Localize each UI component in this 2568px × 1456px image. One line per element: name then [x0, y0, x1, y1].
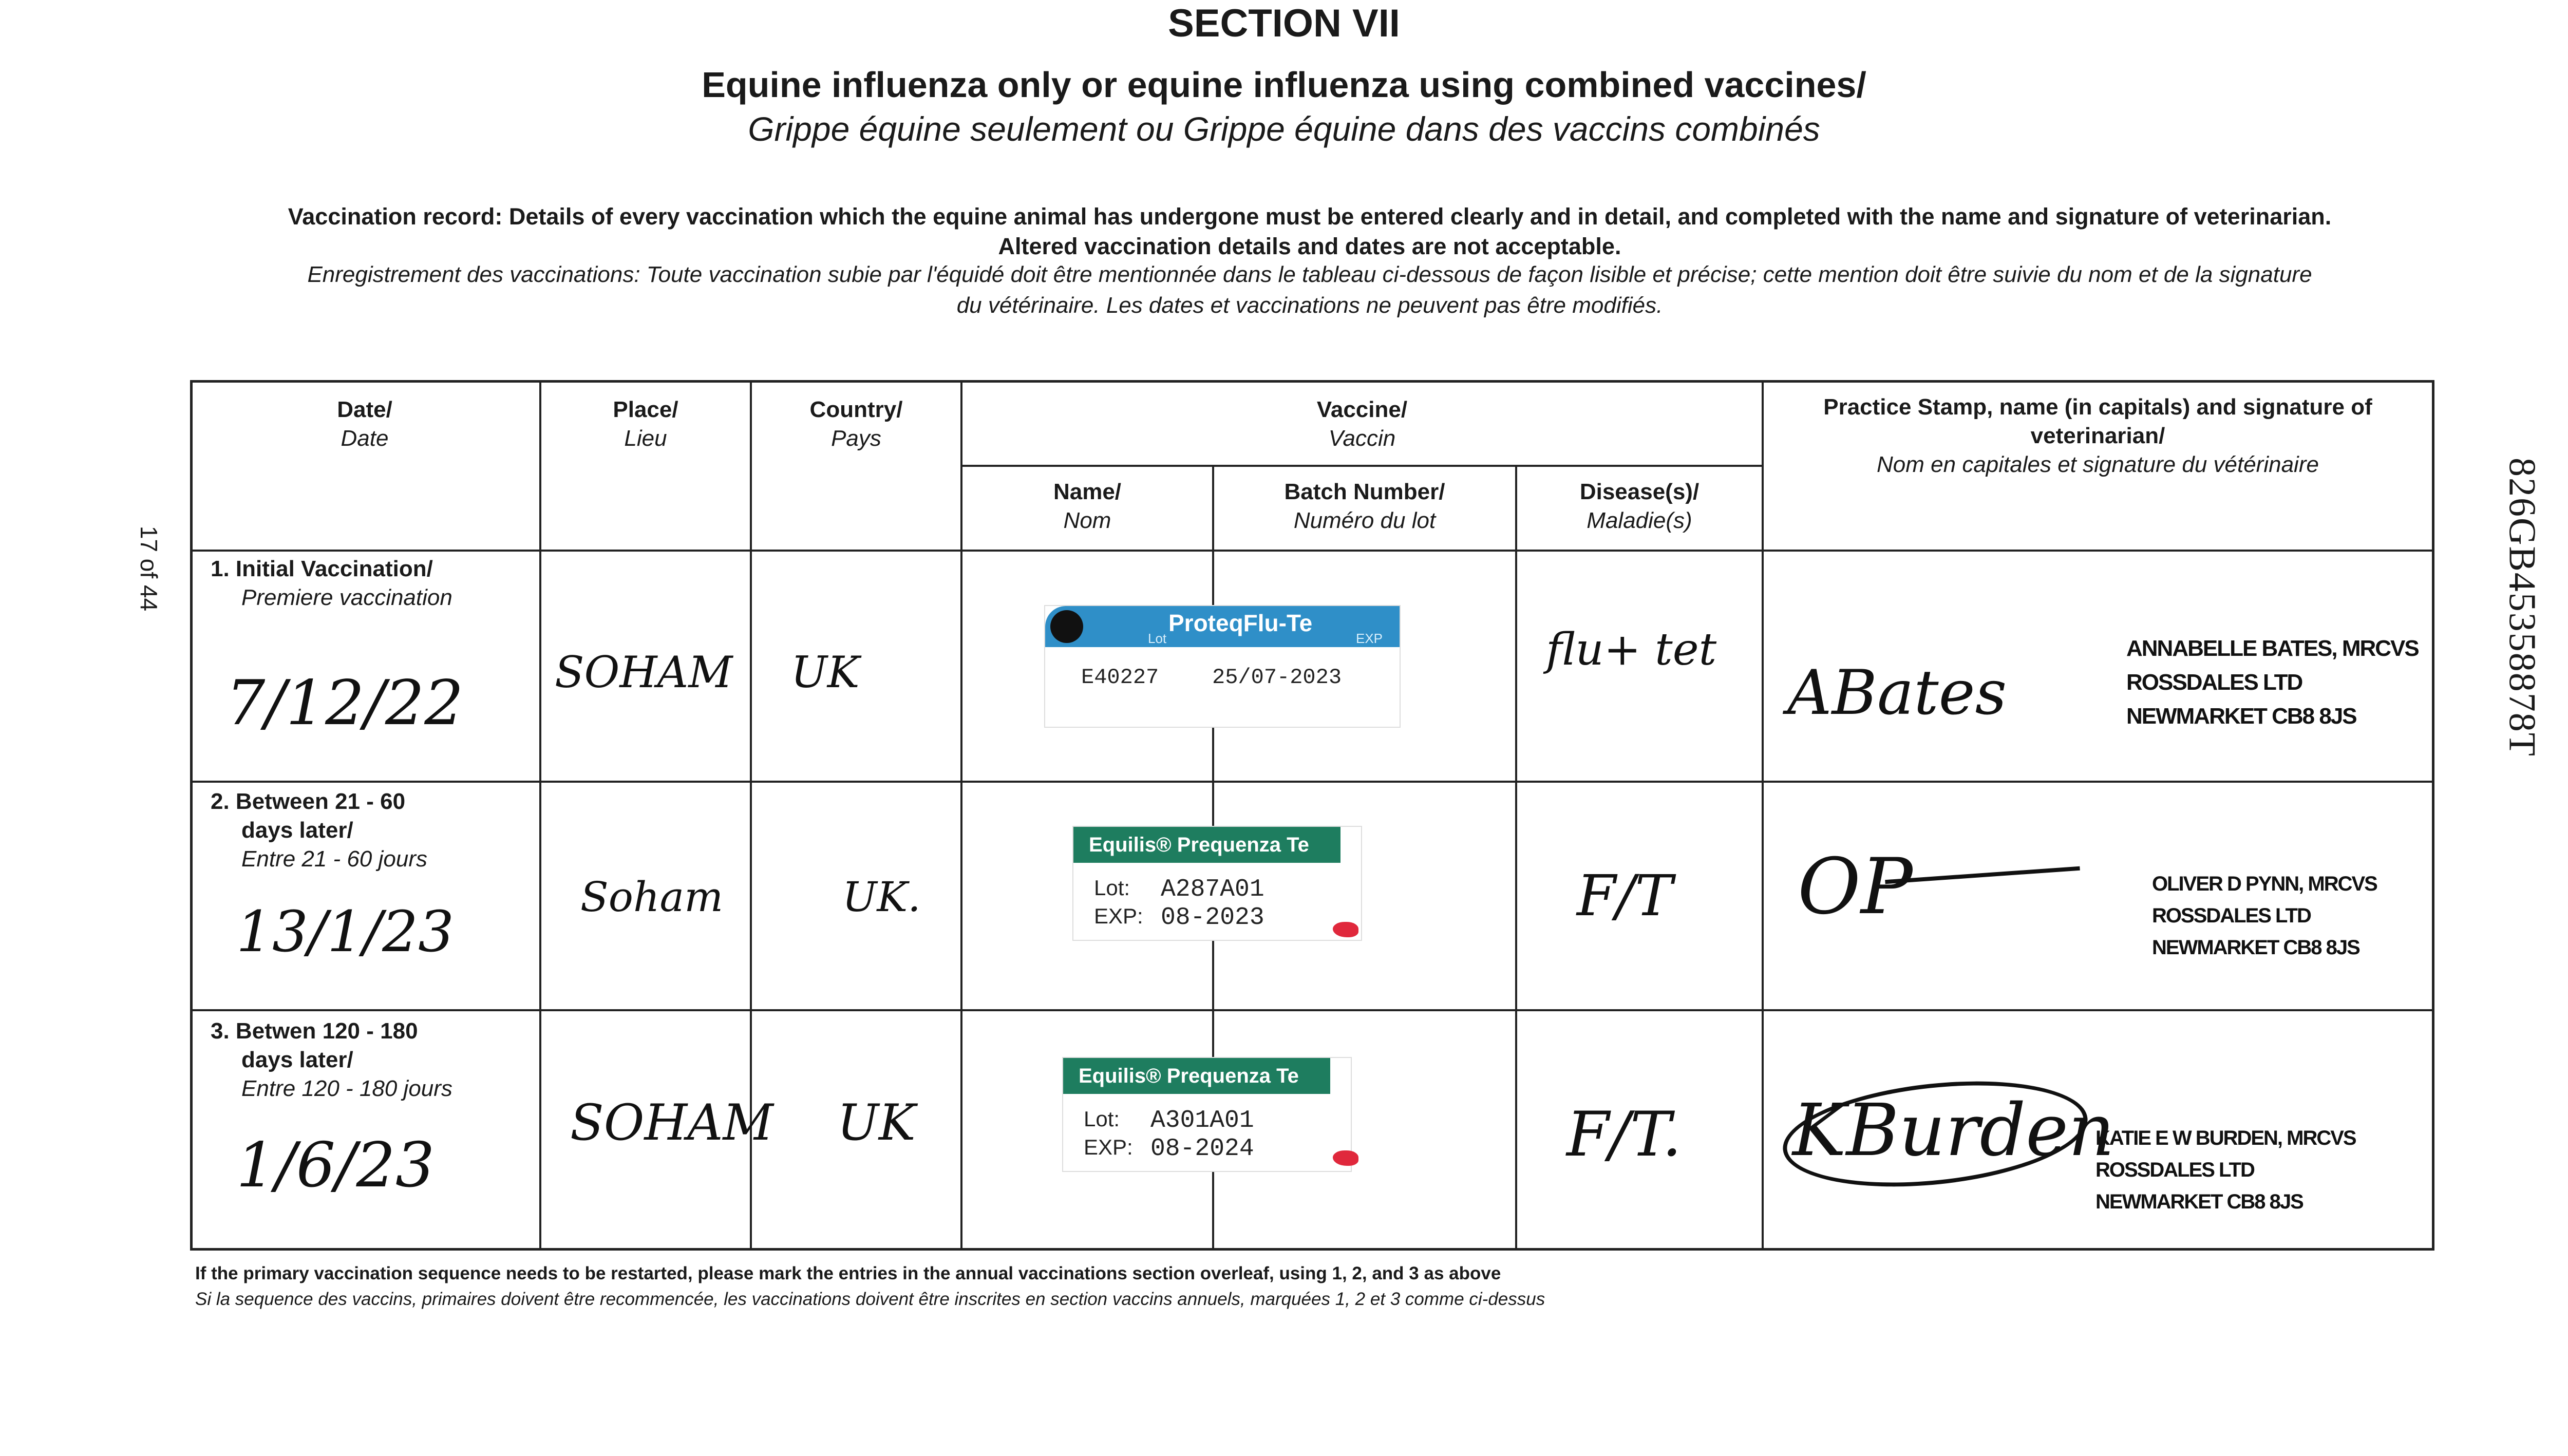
header-place-fr: Lieu — [624, 426, 667, 451]
row-3-lot: A301A01 — [1150, 1107, 1254, 1134]
row-2-signature-stroke-icon — [1885, 866, 2080, 884]
row-1-place: SOHAM — [555, 647, 733, 697]
row-2-stamp-line-2: ROSSDALES LTD — [2152, 904, 2311, 927]
header-place-en: Place/ — [613, 397, 678, 422]
header-disease-en: Disease(s)/ — [1579, 479, 1700, 504]
title-french: Grippe équine seulement ou Grippe équine dans des vaccins combinés — [748, 110, 1820, 148]
row-2-label-en-1: 2. Between 21 - 60 — [211, 789, 406, 814]
header-vet-fr: Nom en capitales et signature du vétérinaire — [1877, 452, 2319, 477]
row-2-lot-label: Lot: — [1094, 876, 1130, 900]
header-vaccine — [962, 395, 1762, 453]
row-3-stamp-line-3: NEWMARKET CB8 8JS — [2095, 1190, 2303, 1213]
row-3-place: SOHAM — [570, 1094, 773, 1151]
row-1-proteq-logo-icon — [1050, 610, 1083, 643]
row-2-disease: F/T — [1577, 863, 1673, 929]
row-3-stamp-line-2: ROSSDALES LTD — [2095, 1159, 2254, 1181]
row-3-disease: F/T. — [1566, 1099, 1682, 1170]
row-1-stamp-line-1: ANNABELLE BATES, MRCVS — [2126, 636, 2419, 661]
header-vet-en-1: Practice Stamp, name (in capitals) and signature of — [1823, 394, 2372, 420]
record-fr-line-2: du vétérinaire. Les dates et vaccinations ne peuvent pas être modifiés. — [956, 293, 1663, 318]
row-2-signature: OP — [1798, 842, 1913, 932]
row-1-exp: 25/07-2023 — [1212, 665, 1342, 690]
header-date — [190, 395, 539, 453]
row-1-stamp-line-2: ROSSDALES LTD — [2126, 670, 2302, 695]
row-1-stamp-line-3: NEWMARKET CB8 8JS — [2126, 704, 2356, 729]
row-1-label-fr: Premiere vaccination — [241, 585, 452, 610]
row-3-label — [211, 1017, 452, 1103]
row-3-red-mark-icon — [1333, 1150, 1358, 1166]
header-country-en: Country/ — [809, 397, 903, 422]
table-border-right — [2432, 380, 2434, 1251]
header-name-en: Name/ — [1053, 479, 1122, 504]
header-place — [541, 395, 750, 453]
row-1-exp-label: EXP — [1356, 631, 1383, 646]
row-divider-header — [190, 550, 2434, 552]
row-1-disease: flu+ tet — [1546, 624, 1717, 675]
header-country — [752, 395, 960, 453]
row-1-label — [211, 555, 452, 612]
row-1-label-en: 1. Initial Vaccination/ — [211, 556, 433, 581]
row-2-exp: 08-2023 — [1161, 904, 1264, 932]
row-divider-1 — [190, 781, 2434, 783]
row-1-practice-stamp — [2126, 632, 2419, 733]
row-1-country: UK — [791, 647, 860, 697]
header-date-fr: Date — [341, 426, 389, 451]
row-divider-2 — [190, 1009, 2434, 1011]
row-3-signature: KBurden — [1792, 1089, 2115, 1173]
row-3-label-en-2: days later/ — [241, 1047, 353, 1072]
record-en-line-1: Vaccination record: Details of every vaccination which the equine animal has undergone must be entered clearly and in detail, and completed with the name and signature of veterinarian. — [288, 203, 2332, 230]
header-batch-en: Batch Number/ — [1284, 479, 1445, 504]
footer-note-french: Si la sequence des vaccins, primaires doivent être recommencée, les vaccinations doivent être inscrites en section vaccins annuels, marquées 1, 2 et 3 comme ci-dessus — [195, 1289, 1545, 1309]
header-vaccine-fr: Vaccin — [1328, 426, 1396, 451]
row-1-vaccine-label — [1045, 606, 1400, 727]
vaccine-subheader-divider — [960, 465, 1762, 467]
header-batch-fr: Numéro du lot — [1293, 508, 1436, 533]
row-2-label — [211, 787, 427, 874]
record-instructions-french — [154, 259, 2465, 321]
row-2-vaccine-name: Equilis® Prequenza Te — [1073, 827, 1340, 863]
row-3-exp: 08-2024 — [1150, 1135, 1254, 1163]
header-vaccine-name — [962, 478, 1212, 535]
header-vet-en-2: veterinarian/ — [2030, 423, 2165, 448]
header-date-en: Date/ — [337, 397, 392, 422]
row-3-stamp-line-1: KATIE E W BURDEN, MRCVS — [2095, 1127, 2356, 1149]
row-2-label-en-2: days later/ — [241, 818, 353, 843]
section-title: SECTION VII — [1168, 2, 1400, 45]
row-3-practice-stamp — [2095, 1122, 2356, 1218]
header-disease-fr: Maladie(s) — [1587, 508, 1692, 533]
row-2-stamp-line-1: OLIVER D PYNN, MRCVS — [2152, 873, 2377, 895]
row-1-lot: E40227 — [1081, 665, 1159, 690]
col-divider-date — [539, 380, 541, 1251]
footer-note-english: If the primary vaccination sequence needs to be restarted, please mark the entries in the annual vaccinations section overleaf, using 1, 2, and 3 as above — [195, 1263, 1501, 1283]
col-divider-batch — [1515, 465, 1517, 1251]
row-2-red-mark-icon — [1333, 922, 1358, 937]
header-name-fr: Nom — [1063, 508, 1111, 533]
vaccination-table — [190, 380, 2434, 1251]
title-english: Equine influenza only or equine influenza using combined vaccines/ — [702, 65, 1866, 105]
row-1-date: 7/12/22 — [226, 668, 464, 739]
table-border-top — [190, 380, 2434, 383]
row-3-country: UK — [837, 1094, 916, 1151]
row-2-place: Soham — [580, 873, 724, 921]
row-2-country: UK. — [842, 873, 921, 921]
header-disease — [1517, 478, 1762, 535]
row-2-lot: A287A01 — [1161, 876, 1264, 903]
page-number: 17 of 44 — [136, 525, 162, 612]
record-en-line-2: Altered vaccination details and dates are not acceptable. — [998, 233, 1621, 259]
header-practice-stamp — [1764, 393, 2432, 479]
row-1-vaccine-name: ProteqFlu-Te — [1168, 610, 1313, 636]
record-instructions-english — [154, 202, 2465, 261]
table-border-bottom — [190, 1248, 2434, 1251]
col-divider-disease — [1762, 380, 1764, 1251]
row-3-vaccine-name: Equilis® Prequenza Te — [1063, 1058, 1330, 1094]
row-1-lot-label: Lot — [1148, 631, 1167, 646]
row-2-date: 13/1/23 — [236, 899, 455, 965]
header-batch-number — [1214, 478, 1515, 535]
table-border-left — [190, 380, 193, 1251]
record-fr-line-1: Enregistrement des vaccinations: Toute vaccination subie par l'équidé doit être mentionnée dans le tableau ci-dessous de façon lisible et précise; cette mention doit être suivie du nom et de la signature — [307, 262, 2312, 287]
row-3-date: 1/6/23 — [236, 1130, 435, 1201]
header-country-fr: Pays — [831, 426, 881, 451]
row-2-practice-stamp — [2152, 868, 2377, 963]
row-1-signature: ABates — [1787, 657, 2007, 729]
row-3-vaccine-label — [1063, 1058, 1351, 1171]
row-3-lot-label: Lot: — [1084, 1107, 1120, 1131]
row-2-exp-label: EXP: — [1094, 904, 1143, 928]
row-2-vaccine-label — [1073, 827, 1361, 940]
passport-id: 826GB45358878T — [2501, 458, 2543, 757]
row-3-label-en-1: 3. Betwen 120 - 180 — [211, 1018, 418, 1044]
header-vaccine-en: Vaccine/ — [1316, 397, 1408, 422]
row-2-label-fr: Entre 21 - 60 jours — [241, 846, 427, 872]
row-3-signature-loop-icon — [1778, 1068, 2092, 1200]
row-3-exp-label: EXP: — [1084, 1135, 1133, 1159]
row-2-stamp-line-3: NEWMARKET CB8 8JS — [2152, 936, 2359, 959]
row-3-label-fr: Entre 120 - 180 jours — [241, 1076, 452, 1101]
